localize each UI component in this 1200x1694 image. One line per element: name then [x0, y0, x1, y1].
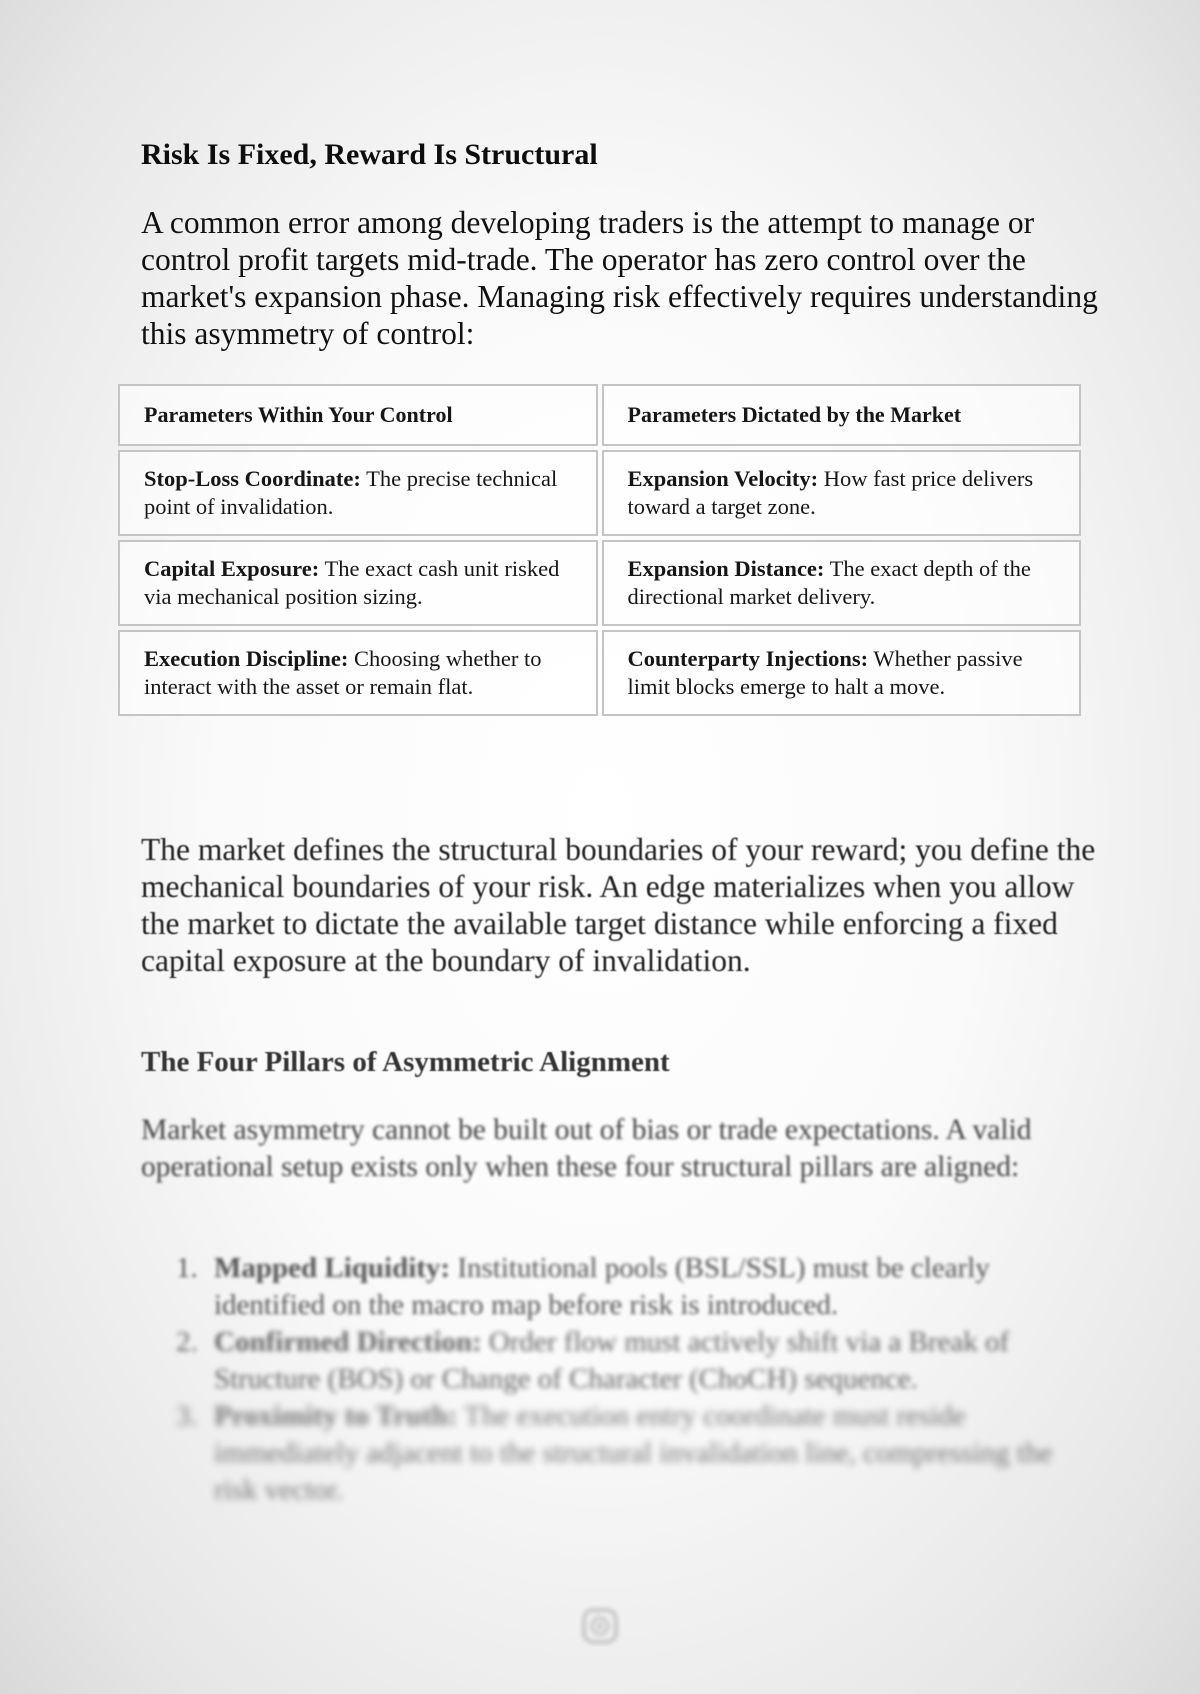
cell-term: Expansion Distance:	[627, 556, 825, 581]
table-row	[118, 450, 1081, 536]
cell-term: Execution Discipline:	[144, 646, 349, 671]
body-paragraph: Market asymmetry cannot be built out of bias or trade expectations. A valid operational setup exists only when these four structural pillars are aligned:	[141, 1114, 1032, 1183]
list-item	[170, 1250, 1070, 1324]
cell-desc: Whether passive limit blocks emerge to halt a move.	[627, 646, 1023, 699]
table-cell	[602, 540, 1082, 626]
body-paragraph: The market defines the structural boundaries of your reward; you define the mechanical boundaries of your risk. An edge materializes when you allow the market to dictate the available target distance while enforcing a fixed capital exposure at the boundary of invalidation.	[141, 832, 1096, 978]
cell-desc: The precise technical point of invalidation.	[144, 466, 558, 519]
table-header-row	[118, 384, 1081, 446]
cell-term: Capital Exposure:	[144, 556, 320, 581]
list-term: Mapped Liquidity:	[214, 1252, 451, 1284]
list-number: 2.	[176, 1326, 198, 1358]
list-desc: The execution entry coordinate must reside immediately adjacent to the structural invalidation line, compressing the risk vector.	[214, 1400, 1053, 1506]
table-row	[118, 630, 1081, 716]
subheading: The Four Pillars of Asymmetric Alignment	[141, 1046, 670, 1078]
section-heading: Risk Is Fixed, Reward Is Structural	[141, 138, 598, 171]
list-term: Proximity to Truth:	[214, 1400, 458, 1432]
control-table	[114, 380, 1085, 720]
play-icon[interactable]	[578, 1604, 622, 1648]
table-header-cell: Parameters Within Your Control	[118, 384, 598, 446]
list-term: Confirmed Direction:	[214, 1326, 482, 1358]
table-cell	[602, 630, 1082, 716]
cell-desc: The exact depth of the directional market delivery.	[627, 556, 1031, 609]
table-header-cell: Parameters Dictated by the Market	[602, 384, 1082, 446]
cell-desc: How fast price delivers toward a target zone.	[627, 466, 1034, 519]
pillars-list	[170, 1250, 1070, 1509]
list-number: 1.	[176, 1252, 198, 1284]
cell-desc: The exact cash unit risked via mechanical position sizing.	[144, 556, 560, 609]
table-cell	[118, 540, 598, 626]
cell-term: Expansion Velocity:	[627, 466, 819, 491]
cell-term: Stop-Loss Coordinate:	[144, 466, 361, 491]
table-cell	[602, 450, 1082, 536]
table-row	[118, 540, 1081, 626]
cell-term: Counterparty Injections:	[627, 646, 869, 671]
cell-desc: Choosing whether to interact with the asset or remain flat.	[144, 646, 542, 699]
list-desc: Order flow must actively shift via a Break of Structure (BOS) or Change of Character (ChoCH) sequence.	[214, 1326, 1010, 1395]
list-desc: Institutional pools (BSL/SSL) must be clearly identified on the macro map before risk is introduced.	[214, 1252, 990, 1321]
intro-paragraph: A common error among developing traders is the attempt to manage or control profit targets mid-trade. The operator has zero control over the market's expansion phase. Managing risk effectively requires understanding this asymmetry of control:	[141, 205, 1098, 351]
list-item	[170, 1398, 1070, 1509]
list-number: 3.	[176, 1400, 198, 1432]
list-item	[170, 1324, 1070, 1398]
table-cell	[118, 630, 598, 716]
table-cell	[118, 450, 598, 536]
play-icon-graphic	[578, 1604, 622, 1648]
